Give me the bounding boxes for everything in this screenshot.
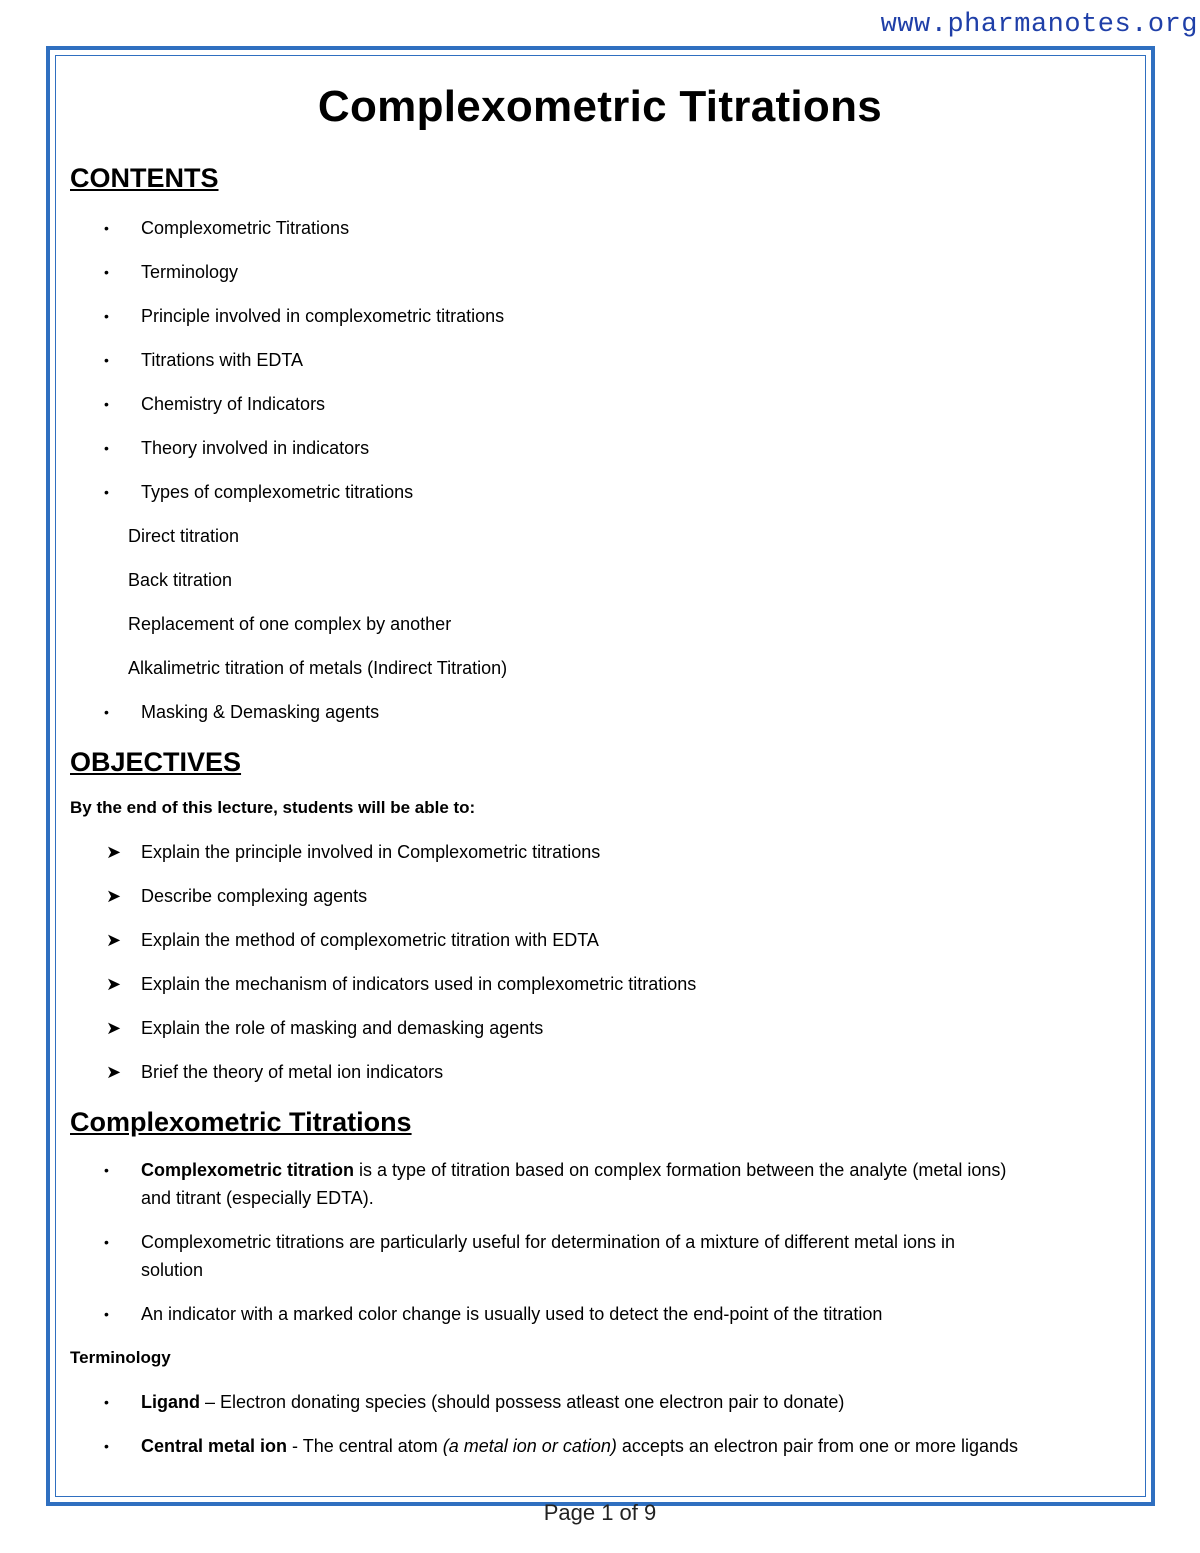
list-item: • Central metal ion - The central atom (a metal ion or cation) accepts an electron pair from one or more ligands bbox=[70, 1432, 1130, 1460]
list-item: • Types of complexometric titrations bbox=[70, 478, 1130, 506]
arrow-bullet-icon: ➤ bbox=[106, 974, 122, 994]
bullet-icon: • bbox=[104, 1162, 109, 1178]
terminology-list bbox=[70, 1388, 1130, 1460]
arrow-bullet-icon: ➤ bbox=[106, 1062, 122, 1082]
bullet-icon: • bbox=[104, 440, 109, 456]
bullet-icon: • bbox=[104, 308, 109, 324]
section-heading: Complexometric Titrations bbox=[70, 1107, 412, 1137]
objectives-list bbox=[70, 838, 1130, 1086]
terminology-heading: Terminology bbox=[70, 1348, 171, 1367]
list-item: ➤ Explain the method of complexometric titration with EDTA bbox=[70, 926, 1130, 954]
list-item: • Ligand – Electron donating species (should possess atleast one electron pair to donate) bbox=[70, 1388, 1130, 1416]
objectives-intro: By the end of this lecture, students will be able to: bbox=[70, 798, 476, 817]
arrow-bullet-icon: ➤ bbox=[106, 930, 122, 950]
sub-item: Back titration bbox=[128, 570, 233, 590]
arrow-bullet-icon: ➤ bbox=[106, 1018, 122, 1038]
sub-item: Alkalimetric titration of metals (Indirect Titration) bbox=[128, 658, 508, 678]
contents-heading: CONTENTS bbox=[70, 163, 219, 193]
bullet-icon: • bbox=[104, 484, 109, 500]
page-number: Page 1 of 9 bbox=[543, 1500, 657, 1525]
list-item: • Chemistry of Indicators bbox=[70, 390, 1130, 418]
site-url[interactable]: www.pharmanotes.org bbox=[880, 10, 1198, 40]
list-item: ➤ Explain the role of masking and demasking agents bbox=[70, 1014, 1130, 1042]
bullet-icon: • bbox=[104, 220, 109, 236]
contents-list bbox=[70, 214, 1130, 506]
sub-item: Replacement of one complex by another bbox=[128, 614, 452, 634]
arrow-bullet-icon: ➤ bbox=[106, 842, 122, 862]
list-item: • Terminology bbox=[70, 258, 1130, 286]
bullet-icon: • bbox=[104, 1394, 109, 1410]
bullet-icon: • bbox=[104, 264, 109, 280]
bullet-icon: • bbox=[104, 352, 109, 368]
document-body bbox=[70, 78, 1130, 1460]
list-item: ➤ Explain the mechanism of indicators used in complexometric titrations bbox=[70, 970, 1130, 998]
list-item: ➤ Brief the theory of metal ion indicators bbox=[70, 1058, 1130, 1086]
objectives-heading: OBJECTIVES bbox=[70, 747, 242, 777]
page-title: Complexometric Titrations bbox=[317, 82, 883, 131]
list-item: • Complexometric Titrations bbox=[70, 214, 1130, 242]
bullet-icon: • bbox=[104, 704, 109, 720]
list-item: • Theory involved in indicators bbox=[70, 434, 1130, 462]
list-item: • Masking & Demasking agents bbox=[70, 698, 1130, 726]
list-item: • Principle involved in complexometric titrations bbox=[70, 302, 1130, 330]
list-item: • An indicator with a marked color change is usually used to detect the end-point of the titration bbox=[70, 1300, 1130, 1328]
list-item: • Complexometric titrations are particularly useful for determination of a mixture of different metal ions in solution bbox=[70, 1228, 1130, 1284]
bullet-icon: • bbox=[104, 1306, 109, 1322]
list-item: ➤ Explain the principle involved in Complexometric titrations bbox=[70, 838, 1130, 866]
arrow-bullet-icon: ➤ bbox=[106, 886, 122, 906]
section-list bbox=[70, 1156, 1130, 1328]
bullet-icon: • bbox=[104, 1438, 109, 1454]
sub-item: Direct titration bbox=[128, 526, 240, 546]
bullet-icon: • bbox=[104, 396, 109, 412]
list-item: • Complexometric titration is a type of titration based on complex formation between the analyte (metal ions) and titrant (especially EDTA). bbox=[70, 1156, 1130, 1212]
list-item: • Titrations with EDTA bbox=[70, 346, 1130, 374]
list-item: ➤ Describe complexing agents bbox=[70, 882, 1130, 910]
bullet-icon: • bbox=[104, 1234, 109, 1250]
